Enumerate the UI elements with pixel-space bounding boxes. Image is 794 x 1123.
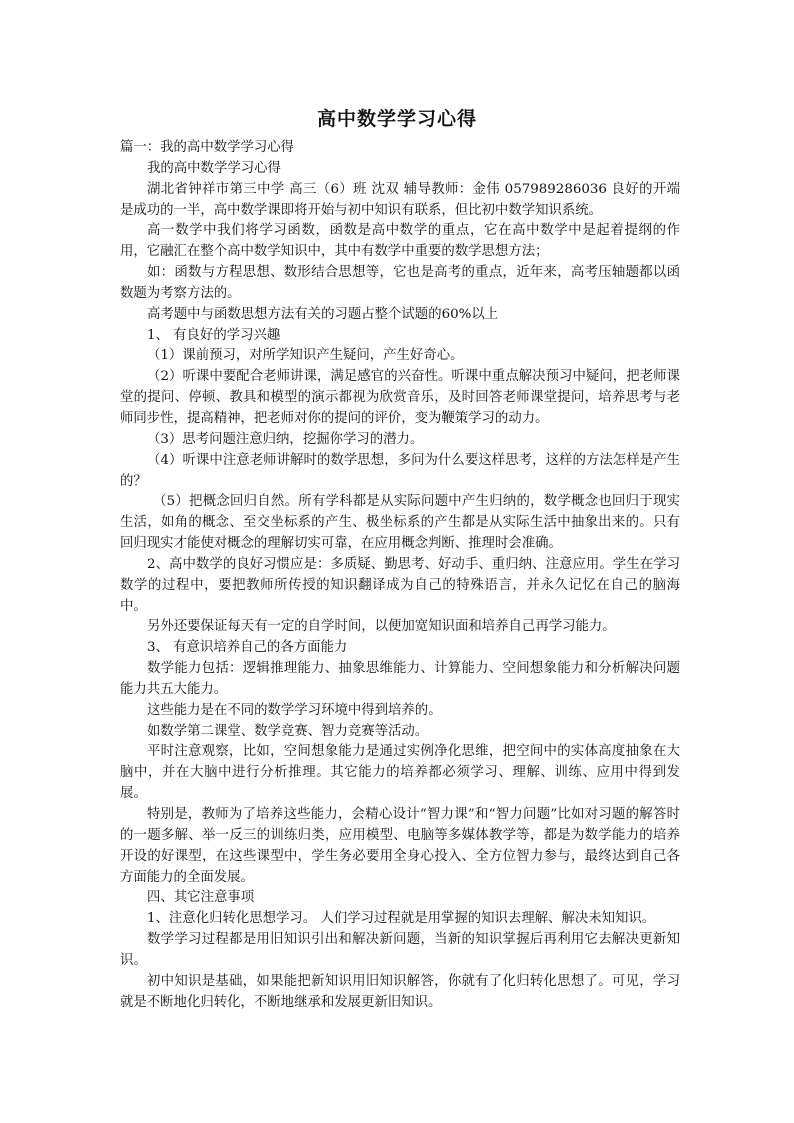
paragraph: 3、 有意识培养自己的各方面能力 <box>147 640 348 656</box>
document-body <box>120 138 680 1013</box>
paragraph: 1、 有良好的学习兴趣 <box>147 327 281 343</box>
paragraph: 这些能力是在不同的数学学习环境中得到培养的。 <box>147 702 442 718</box>
paragraph: 篇一：我的高中数学学习心得 <box>120 140 295 155</box>
paragraph: （3）思考问题注意归纳，挖掘你学习的潜力。 <box>147 431 424 447</box>
paragraph: （5）把概念回归自然。所有学科都是从实际问题中产生归纳的，数学概念也回归于现实生活，如角的概念、至交坐标系的产生、极坐标系的产生都是从实际生活中抽象出来的。只有回归现实才能使对概念的理解切实可靠，在应用概念判断、推理时会准确。 <box>120 494 680 552</box>
paragraph: （4）听课中注意老师讲解时的数学思想，多问为什么要这样思考，这样的方法怎样是产生的？ <box>120 452 680 489</box>
paragraph: 特别是，教师为了培养这些能力，会精心设计“智力课”和“智力问题”比如对习题的解答时的一题多解、举一反三的训练归类，应用模型、电脑等多媒体教学等，都是为数学能力的培养开设的好课型，在这些课型中，学生务必要用全身心投入、全方位智力参与，最终达到自己各方面能力的全面发展。 <box>120 807 680 885</box>
paragraph: 四、其它注意事项 <box>147 890 255 906</box>
paragraph: 高一数学中我们将学习函数，函数是高中数学的重点，它在高中数学中是起着提纲的作用，它融汇在整个高中数学知识中，其中有数学中重要的数学思想方法； <box>120 223 680 260</box>
paragraph: 数学学习过程都是用旧知识引出和解决新问题，当新的知识掌握后再利用它去解决更新知识。 <box>120 932 680 968</box>
paragraph: 2、高中数学的良好习惯应是：多质疑、勤思考、好动手、重归纳、注意应用。学生在学习数学的过程中，要把教师所传授的知识翻译成为自己的特殊语言，并永久记忆在自己的脑海中。 <box>120 556 680 614</box>
paragraph: （1）课前预习，对所学知识产生疑问，产生好奇心。 <box>147 348 464 364</box>
paragraph: 如数学第二课堂、数学竞赛、智力竞赛等活动。 <box>147 723 429 739</box>
paragraph: 初中知识是基础，如果能把新知识用旧知识解答，你就有了化归转化思想了。可见，学习就是不断地化归转化，不断地继承和发展更新旧知识。 <box>120 973 680 1010</box>
paragraph: 湖北省钟祥市第三中学 高三（6）班 沈双 辅导教师：金伟 057989286036 良好的开端是成功的一半，高中数学课即将开始与初中知识有联系，但比初中数学知识系统。 <box>120 181 680 218</box>
paragraph: 我的高中数学学习心得 <box>147 160 281 176</box>
paragraph: 数学能力包括：逻辑推理能力、抽象思维能力、计算能力、空间想象能力和分析解决问题能力共五大能力。 <box>120 661 680 697</box>
paragraph: 如：函数与方程思想、数形结合思想等，它也是高考的重点，近年来，高考压轴题都以函数题为考察方法的。 <box>120 265 680 301</box>
paragraph: （2）听课中要配合老师讲课，满足感官的兴奋性。听课中重点解决预习中疑问，把老师课堂的提问、停顿、教具和模型的演示都视为欣赏音乐，及时回答老师课堂提问，培养思考与老师同步性，提高精神，把老师对你的提问的评价，变为鞭策学习的动力。 <box>120 369 680 426</box>
paragraph: 另外还要保证每天有一定的自学时间，以便加宽知识面和培养自己再学习能力。 <box>147 619 616 635</box>
paragraph: 1、注意化归转化思想学习。 人们学习过程就是用掌握的知识去理解、解决未知知识。 <box>147 911 656 927</box>
paragraph: 高考题中与函数思想方法有关的习题占整个试题的60%以上 <box>147 306 499 322</box>
document-title: 高中数学学习心得 <box>316 108 477 130</box>
paragraph: 平时注意观察，比如，空间想象能力是通过实例净化思维，把空间中的实体高度抽象在大脑中，并在大脑中进行分析推理。其它能力的培养都必须学习、理解、训练、应用中得到发展。 <box>120 744 680 802</box>
